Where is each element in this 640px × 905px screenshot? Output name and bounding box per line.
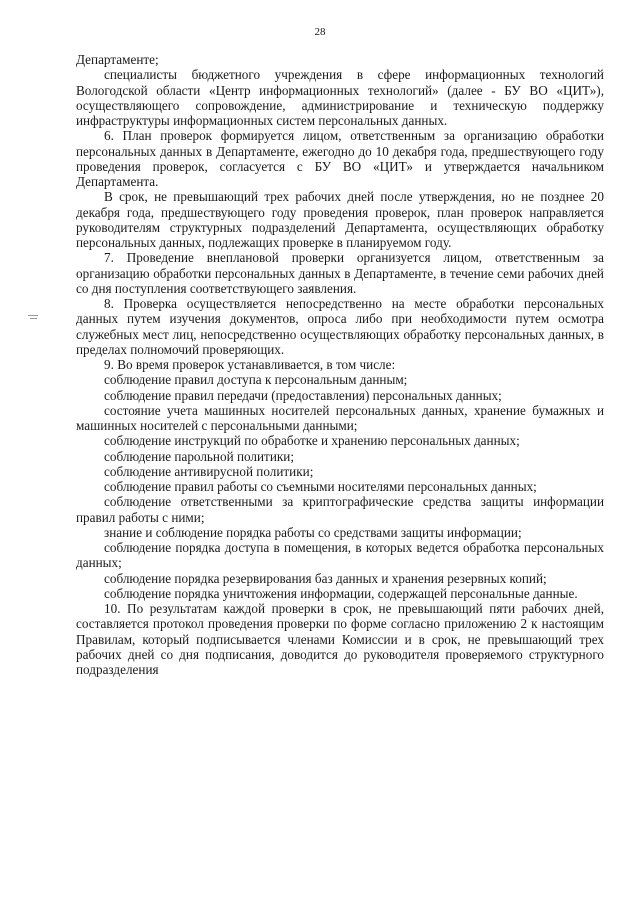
list-item: знание и соблюдение порядка работы со средствами защиты информации; xyxy=(104,524,522,540)
list-item: соблюдение правил работы со съемными носителями персональных данных; xyxy=(104,479,537,494)
list-item: соблюдение инструкций по обработке и хранению персональных данных; xyxy=(104,433,520,449)
paragraph: 6. План проверок формируется лицом, ответственным за организацию обработки персональных данных в Департаменте, ежегодно до 10 декабря года, предшествующего году проведения проверок, согласуется с БУ ВО «ЦИТ» и утверждается начальником Департамента. xyxy=(76,128,604,189)
list-item: соблюдение антивирусной политики; xyxy=(104,463,314,479)
paragraph: 8. Проверка осуществляется непосредственно на месте обработки персональных данных путем изучения документов, опроса либо при необходимости путем осмотра служебных мест лиц, непосредственно осуществляющих обработку персональных данных, в пределах полномочий проверяющих. xyxy=(76,296,604,357)
list-item: соблюдение ответственными за криптографические средства защиты информации правил работы с ними; xyxy=(76,494,604,525)
paragraph: 7. Проведение внеплановой проверки организуется лицом, ответственным за организацию обработки персональных данных в Департаменте, в течение семи рабочих дней со дня поступления соответствующего заявления. xyxy=(76,250,604,296)
paragraph: Департаменте; xyxy=(76,52,159,67)
list-item: соблюдение правил доступа к персональным данным; xyxy=(104,372,408,388)
list-item: соблюдение парольной политики; xyxy=(104,448,295,464)
paragraph: 9. Во время проверок устанавливается, в том числе: xyxy=(104,357,396,372)
body-text xyxy=(76,52,604,677)
list-item: состояние учета машинных носителей персональных данных, хранение бумажных и машинных носителей с персональными данными; xyxy=(76,402,604,433)
paragraph: специалисты бюджетного учреждения в сфере информационных технологий Вологодской области «Центр информационных технологий» (далее - БУ ВО «ЦИТ»), осуществляющего сопровождение, администрирование и техническую поддержку инфраструктуры информационных систем персональных данных. xyxy=(76,67,604,128)
scan-mark xyxy=(28,315,38,316)
list-item: соблюдение порядка доступа в помещения, в которых ведется обработка персональных данных; xyxy=(76,540,604,571)
list-item: соблюдение порядка резервирования баз данных и хранения резервных копий; xyxy=(104,570,547,586)
scan-mark xyxy=(30,318,37,319)
paragraph: В срок, не превышающий трех рабочих дней после утверждения, но не позднее 20 декабря года, предшествующего году проведения проверок, план проверок направляется руководителям структурных подразделений Департамента, осуществляющих обработку персональных данных, подлежащих проверке в планируемом году. xyxy=(76,189,604,250)
list-item: соблюдение порядка уничтожения информации, содержащей персональные данные. xyxy=(104,585,578,601)
paragraph: 10. По результатам каждой проверки в срок, не превышающий пяти рабочих дней, составляется протокол проведения проверки по форме согласно приложению 2 к настоящим Правилам, который подписывается членами Комиссии и в срок, не превышающий трех рабочих дней со дня подписания, доводится до руководителя проверяемого структурного подразделения xyxy=(76,601,604,677)
page-number: 28 xyxy=(314,26,326,38)
list-item: соблюдение правил передачи (предоставления) персональных данных; xyxy=(104,387,502,403)
